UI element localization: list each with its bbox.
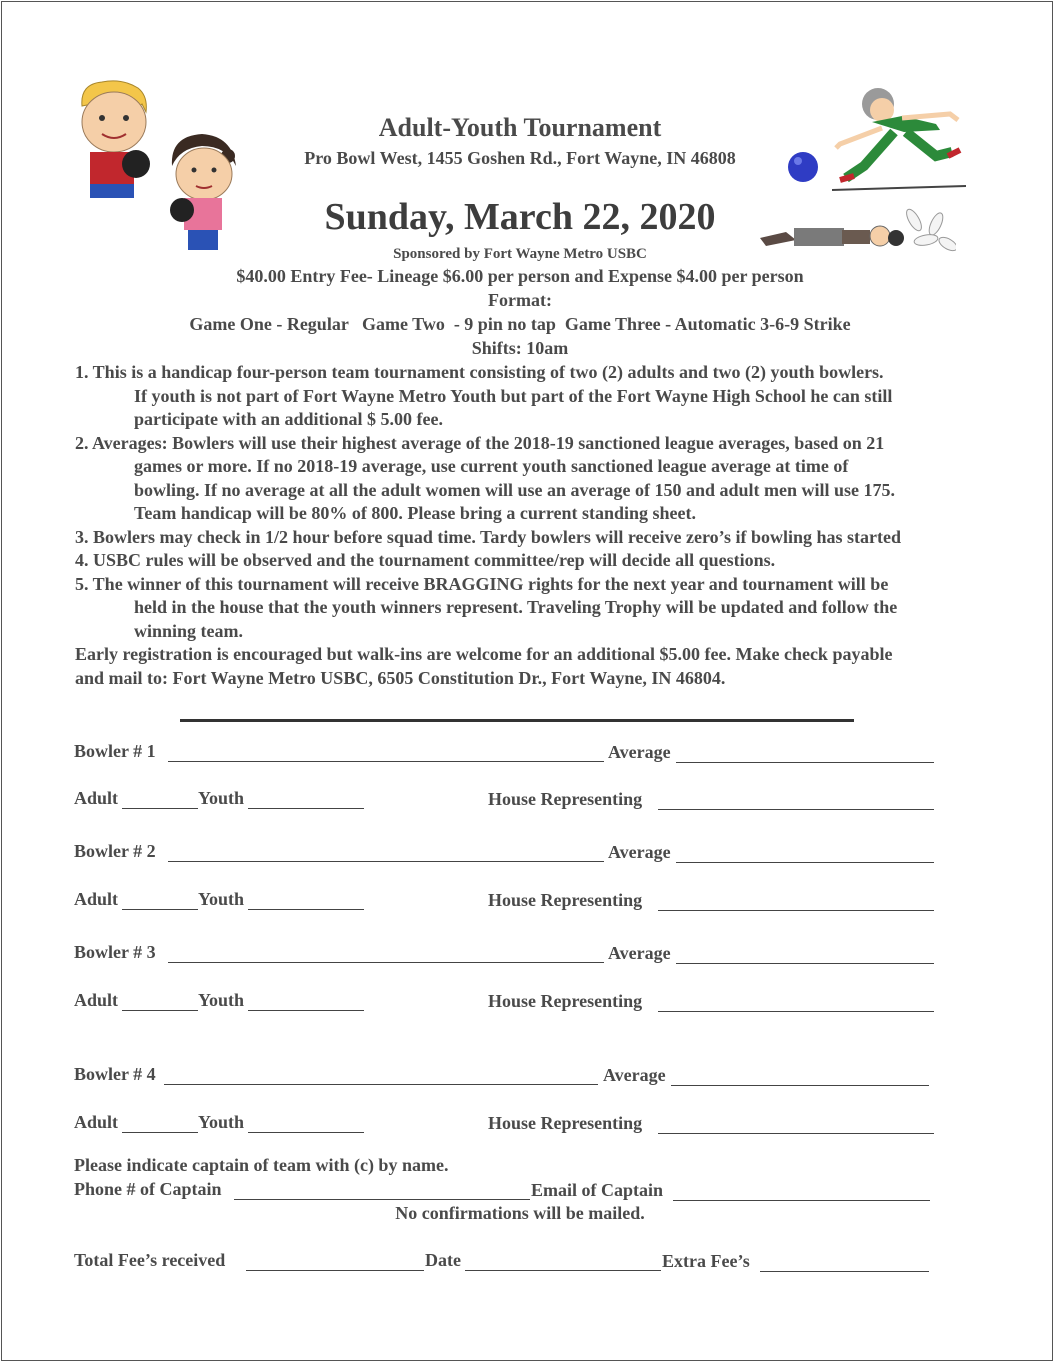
bowler-3-adult-field[interactable]: [122, 994, 198, 1011]
bowler-4-house-label: House Representing: [488, 1113, 643, 1133]
bowler-2-name-field[interactable]: [168, 845, 604, 862]
bowler-4-adult-label: Adult: [74, 1112, 119, 1132]
format-details: Game One - Regular Game Two - 9 pin no tap Game Three - Automatic 3-6-9 Strike: [189, 314, 851, 334]
rule-2-cont: Team handicap will be 80% of 800. Please bring a current standing sheet.: [134, 503, 697, 523]
rule-5-cont: winning team.: [134, 620, 244, 641]
rule-5: 5. The winner of this tournament will receive BRAGGING rights for the next year and tournament will be: [75, 573, 889, 594]
extra-fees-field[interactable]: [760, 1255, 929, 1272]
rule-2-cont: bowling. If no average at all the adult women will use an average of 150 and adult men will use 175.: [134, 479, 896, 500]
bowler-3-youth-label: Youth: [198, 990, 245, 1010]
bowler-4-adult-field[interactable]: [122, 1116, 198, 1133]
rule-2-cont: games or more. If no 2018-19 average, use current youth sanctioned league average at time of: [134, 456, 849, 476]
shifts-line: Shifts: 10am: [471, 338, 569, 358]
sponsor-line: Sponsored by Fort Wayne Metro USBC: [393, 246, 647, 262]
bowler-3-adult-label: Adult: [74, 990, 119, 1010]
bowler-2-adult-field[interactable]: [122, 893, 198, 910]
bowler-1-average-label: Average: [608, 742, 671, 762]
rules-list: [75, 361, 975, 690]
format-label: Format:: [488, 290, 552, 310]
bowler-4-youth-label: Youth: [198, 1112, 245, 1132]
bowler-1-house-label: House Representing: [488, 789, 643, 809]
bowler-1-house-field[interactable]: [658, 793, 934, 810]
extra-fees-label: Extra Fee’s: [662, 1251, 750, 1271]
bowler-4-house-field[interactable]: [658, 1117, 934, 1134]
captain-phone-field[interactable]: [234, 1183, 530, 1200]
date-label: Date: [425, 1250, 461, 1270]
bowler-2-youth-field[interactable]: [248, 893, 364, 910]
bowler-1-youth-field[interactable]: [248, 792, 364, 809]
venue-address: Pro Bowl West, 1455 Goshen Rd., Fort Wayne, IN 46808: [304, 148, 736, 168]
bowler-4-average-label: Average: [603, 1065, 666, 1085]
captain-email-label: Email of Captain: [531, 1180, 664, 1200]
bowler-4-name-field[interactable]: [164, 1068, 598, 1085]
rule-1: 1. This is a handicap four-person team tournament consisting of two (2) adults and two (2) youth bowlers.: [75, 362, 884, 382]
captain-note: Please indicate captain of team with (c) by name.: [74, 1155, 449, 1175]
captain-email-field[interactable]: [673, 1184, 930, 1201]
bowler-3-house-field[interactable]: [658, 995, 934, 1012]
bowler-2-house-label: House Representing: [488, 890, 643, 910]
bowler-2-average-label: Average: [608, 842, 671, 862]
section-divider: [180, 719, 854, 722]
bowler-4-label: Bowler # 4: [74, 1064, 156, 1084]
bowler-3-label: Bowler # 3: [74, 942, 156, 962]
rule-2: 2. Averages: Bowlers will use their highest average of the 2018-19 sanctioned league averages, based on 21: [75, 432, 885, 453]
bowler-2-youth-label: Youth: [198, 889, 245, 909]
rule-5-cont: held in the house that the youth winners represent. Traveling Trophy will be updated and follow the: [134, 597, 898, 617]
bowler-3-youth-field[interactable]: [248, 994, 364, 1011]
bowler-1-youth-label: Youth: [198, 788, 245, 808]
no-confirmations-note: No confirmations will be mailed.: [395, 1203, 645, 1223]
total-fees-label: Total Fee’s received: [74, 1250, 226, 1270]
bowler-1-adult-field[interactable]: [122, 792, 198, 809]
bowler-3-name-field[interactable]: [168, 946, 604, 963]
rule-3: 3. Bowlers may check in 1/2 hour before squad time. Tardy bowlers will receive zero’s if bowling has started: [75, 526, 901, 547]
date-field[interactable]: [465, 1254, 661, 1271]
tournament-title: Adult-Youth Tournament: [378, 113, 662, 142]
bowler-3-house-label: House Representing: [488, 991, 643, 1011]
rule-1-cont: If youth is not part of Fort Wayne Metro Youth but part of the Fort Wayne High School he can still: [134, 385, 893, 406]
total-fees-field[interactable]: [246, 1254, 424, 1271]
bowler-4-youth-field[interactable]: [248, 1116, 364, 1133]
bowler-2-adult-label: Adult: [74, 889, 119, 909]
bowler-2-average-field[interactable]: [676, 846, 934, 863]
early-registration: Early registration is encouraged but walk-ins are welcome for an additional $5.00 fee. Make check payable: [75, 644, 893, 664]
captain-phone-label: Phone # of Captain: [74, 1179, 222, 1199]
early-registration-cont: and mail to: Fort Wayne Metro USBC, 6505 Constitution Dr., Fort Wayne, IN 46804.: [75, 667, 726, 688]
rule-1-cont: participate with an additional $ 5.00 fee.: [134, 409, 443, 429]
bowler-3-average-field[interactable]: [676, 947, 934, 964]
bowler-2-label: Bowler # 2: [74, 841, 156, 861]
fees-line: $40.00 Entry Fee- Lineage $6.00 per person and Expense $4.00 per person: [236, 266, 804, 286]
event-date: Sunday, March 22, 2020: [324, 196, 716, 238]
bowler-4-average-field[interactable]: [671, 1069, 929, 1086]
bowler-1-name-field[interactable]: [168, 745, 604, 762]
bowler-1-average-field[interactable]: [676, 746, 934, 763]
rule-4: 4. USBC rules will be observed and the tournament committee/rep will decide all questions.: [75, 550, 776, 570]
bowler-1-label: Bowler # 1: [74, 741, 156, 761]
bowler-3-average-label: Average: [608, 943, 671, 963]
bowler-2-house-field[interactable]: [658, 894, 934, 911]
bowler-1-adult-label: Adult: [74, 788, 119, 808]
